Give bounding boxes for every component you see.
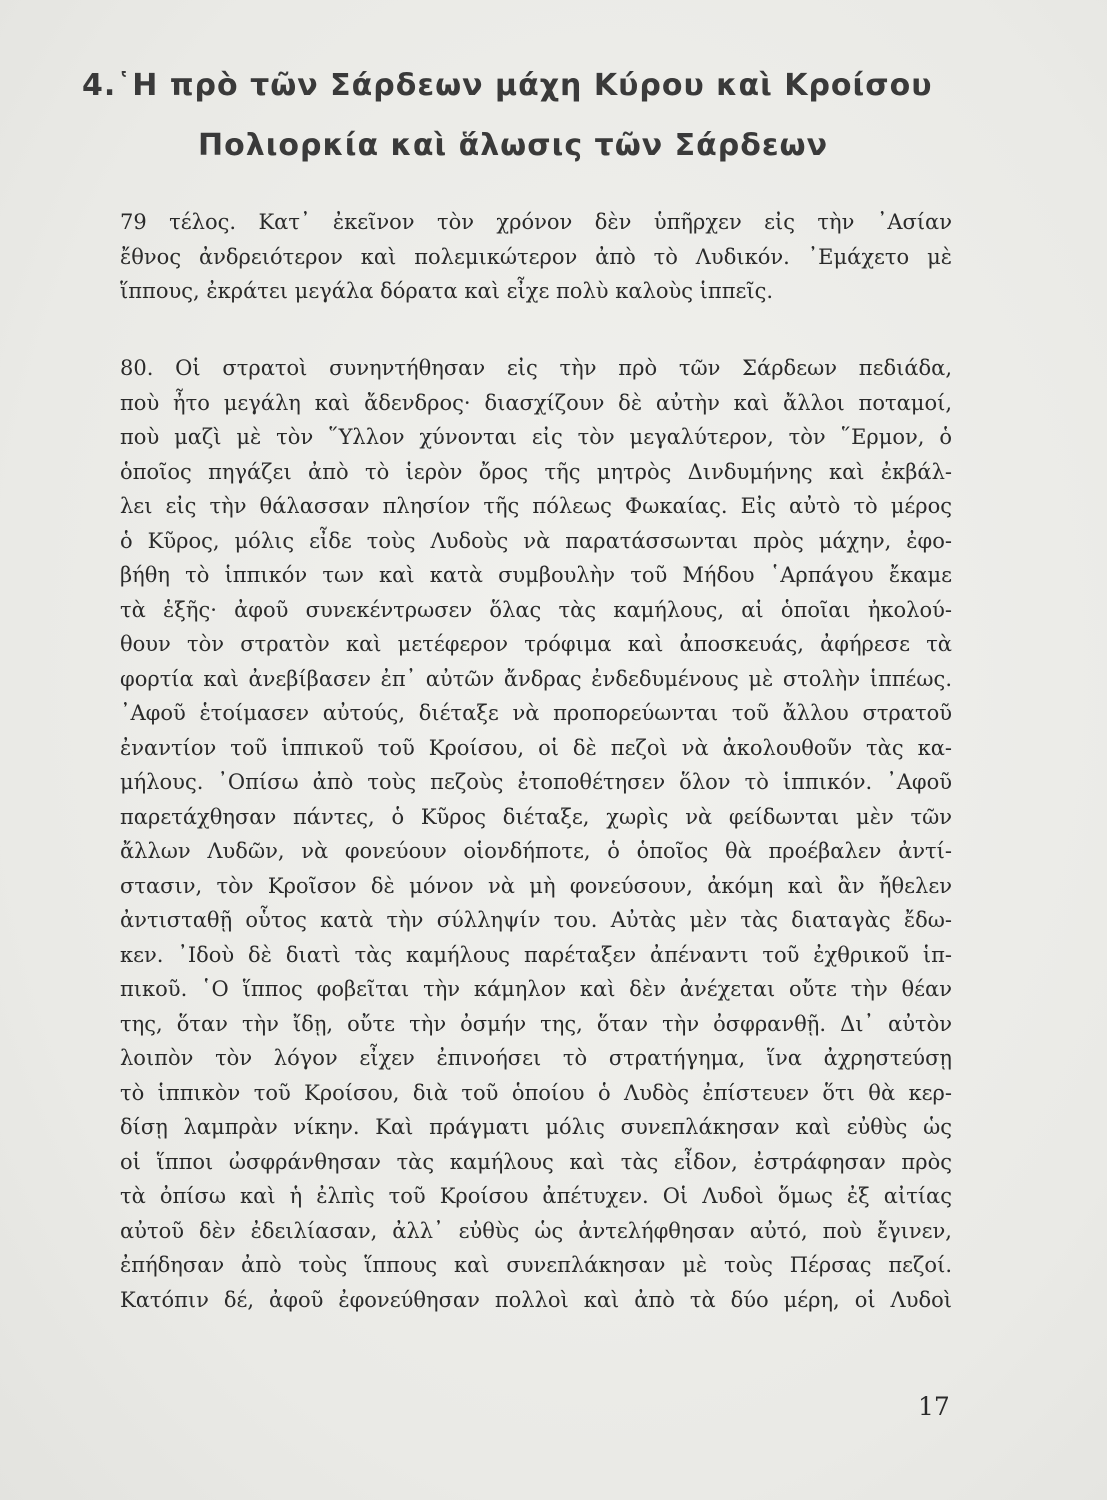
text-line: φορτία καὶ ἀνεβίβασεν ἐπ᾿ αὐτῶν ἄνδρας ἐνδεδυμένους μὲ στολὴν ἱππέως. <box>120 666 952 691</box>
text-line: τὸ ἱππικὸν τοῦ Κροίσου, διὰ τοῦ ὁποίου ὁ Λυδὸς ἐπίστευεν ὅτι θὰ κερ- <box>120 1080 952 1105</box>
text-line: 79 τέλος. Κατ᾿ ἐκεῖνον τὸν χρόνον δὲν ὑπῆρχεν εἰς τὴν ᾿Ασίαν <box>120 210 952 234</box>
text-line: ἀντισταθῇ οὗτος κατὰ τὴν σύλληψίν του. Αὐτὰς μὲν τὰς διαταγὰς ἔδω- <box>120 908 952 932</box>
text-line: οἱ ἵπποι ὠσφράνθησαν τὰς καμήλους καὶ τὰς εἶδον, ἐστράφησαν πρὸς <box>120 1149 952 1174</box>
text-line: κεν. ᾿Ιδοὺ δὲ διατὶ τὰς καμήλους παρέταξεν ἀπέναντι τοῦ ἐχθρικοῦ ἱπ- <box>120 942 952 967</box>
text-line: ἐναντίον τοῦ ἱππικοῦ τοῦ Κροίσου, οἱ δὲ πεζοὶ νὰ ἀκολουθοῦν τὰς κα- <box>120 735 952 760</box>
text-line: μήλους. ᾿Οπίσω ἀπὸ τοὺς πεζοὺς ἐτοποθέτησεν ὅλον τὸ ἱππικόν. ᾿Αφοῦ <box>120 770 952 794</box>
text-line: στασιν, τὸν Κροῖσον δὲ μόνον νὰ μὴ φονεύσουν, ἀκόμη καὶ ἂν ἤθελεν <box>120 873 952 898</box>
chapter-heading: 4.῾Η πρὸ τῶν Σάρδεων μάχη Κύρου καὶ Κροίσου <box>82 68 933 103</box>
text-line: ὁ Κῦρος, μόλις εἶδε τοὺς Λυδοὺς νὰ παρατάσσωνται πρὸς μάχην, ἐφο- <box>120 528 952 553</box>
page-number: 17 <box>918 1392 950 1421</box>
text-line: Κατόπιν δέ, ἀφοῦ ἐφονεύθησαν πολλοὶ καὶ ἀπὸ τὰ δύο μέρη, οἱ Λυδοὶ <box>120 1287 952 1312</box>
text-line: θουν τὸν στρατὸν καὶ μετέφερον τρόφιμα καὶ ἀποσκευάς, ἀφήρεσε τὰ <box>120 632 952 656</box>
text-line: ὁποῖος πηγάζει ἀπὸ τὸ ἱερὸν ὄρος τῆς μητρὸς Δινδυμήνης καὶ ἐκβάλ- <box>120 459 952 484</box>
text-line: τὰ ὀπίσω καὶ ἡ ἐλπὶς τοῦ Κροίσου ἀπέτυχεν. Οἱ Λυδοὶ ὅμως ἐξ αἰτίας <box>120 1184 952 1208</box>
text-line: της, ὅταν τὴν ἴδῃ, οὔτε τὴν ὀσμήν της, ὅταν τὴν ὀσφρανθῇ. Δι᾿ αὐτὸν <box>120 1011 952 1036</box>
text-line: βήθη τὸ ἱππικόν των καὶ κατὰ συμβουλὴν τοῦ Μήδου ῾Αρπάγου ἔκαμε <box>120 563 952 587</box>
text-line: ποὺ ἦτο μεγάλη καὶ ἄδενδρος· διασχίζουν δὲ αὐτὴν καὶ ἄλλοι ποταμοί, <box>120 390 952 415</box>
text-line: παρετάχθησαν πάντες, ὁ Κῦρος διέταξε, χωρὶς νὰ φείδωνται μὲν τῶν <box>120 804 952 829</box>
paragraph-79 <box>120 205 952 309</box>
text-line: ἵππους, ἐκράτει μεγάλα δόρατα καὶ εἶχε πολὺ καλοὺς ἱππεῖς. <box>120 279 774 303</box>
text-line: ποὺ μαζὶ μὲ τὸν ῞Υλλον χύνονται εἰς τὸν μεγαλύτερον, τὸν ῞Ερμον, ὁ <box>120 425 952 449</box>
text-line: ᾿Αφοῦ ἑτοίμασεν αὐτούς, διέταξε νὰ προπορεύωνται τοῦ ἄλλου στρατοῦ <box>120 701 952 725</box>
text-line: ἄλλων Λυδῶν, νὰ φονεύουν οἱονδήποτε, ὁ ὁποῖος θὰ προέβαλεν ἀντί- <box>120 839 952 863</box>
chapter-subheading: Πολιορκία καὶ ἅλωσις τῶν Σάρδεων <box>198 128 829 163</box>
text-line: ἔθνος ἀνδρειότερον καὶ πολεμικώτερον ἀπὸ τὸ Λυδικόν. ᾿Εμάχετο μὲ <box>120 244 952 269</box>
text-line: 80. Οἱ στρατοὶ συνηντήθησαν εἰς τὴν πρὸ τῶν Σάρδεων πεδιάδα, <box>120 356 952 380</box>
text-line: λει εἰς τὴν θάλασσαν πλησίον τῆς πόλεως Φωκαίας. Εἰς αὐτὸ τὸ μέρος <box>120 494 952 518</box>
text-line: πικοῦ. ῾Ο ἵππος φοβεῖται τὴν κάμηλον καὶ δὲν ἀνέχεται οὔτε τὴν θέαν <box>120 977 952 1001</box>
text-line: τὰ ἑξῆς· ἀφοῦ συνεκέντρωσεν ὅλας τὰς καμήλους, αἱ ὁποῖαι ἠκολού- <box>120 597 952 622</box>
text-line: αὐτοῦ δὲν ἐδειλίασαν, ἀλλ᾿ εὐθὺς ὡς ἀντελήφθησαν αὐτό, ποὺ ἔγινεν, <box>120 1218 952 1243</box>
text-line: δίσῃ λαμπρὰν νίκην. Καὶ πράγματι μόλις συνεπλάκησαν καὶ εὐθὺς ὡς <box>120 1115 952 1139</box>
paragraph-80 <box>120 351 952 1317</box>
text-line: λοιπὸν τὸν λόγον εἶχεν ἐπινοήσει τὸ στρατήγημα, ἵνα ἀχρηστεύσῃ <box>120 1046 952 1070</box>
text-line: ἐπήδησαν ἀπὸ τοὺς ἵππους καὶ συνεπλάκησαν μὲ τοὺς Πέρσας πεζοί. <box>120 1253 952 1277</box>
